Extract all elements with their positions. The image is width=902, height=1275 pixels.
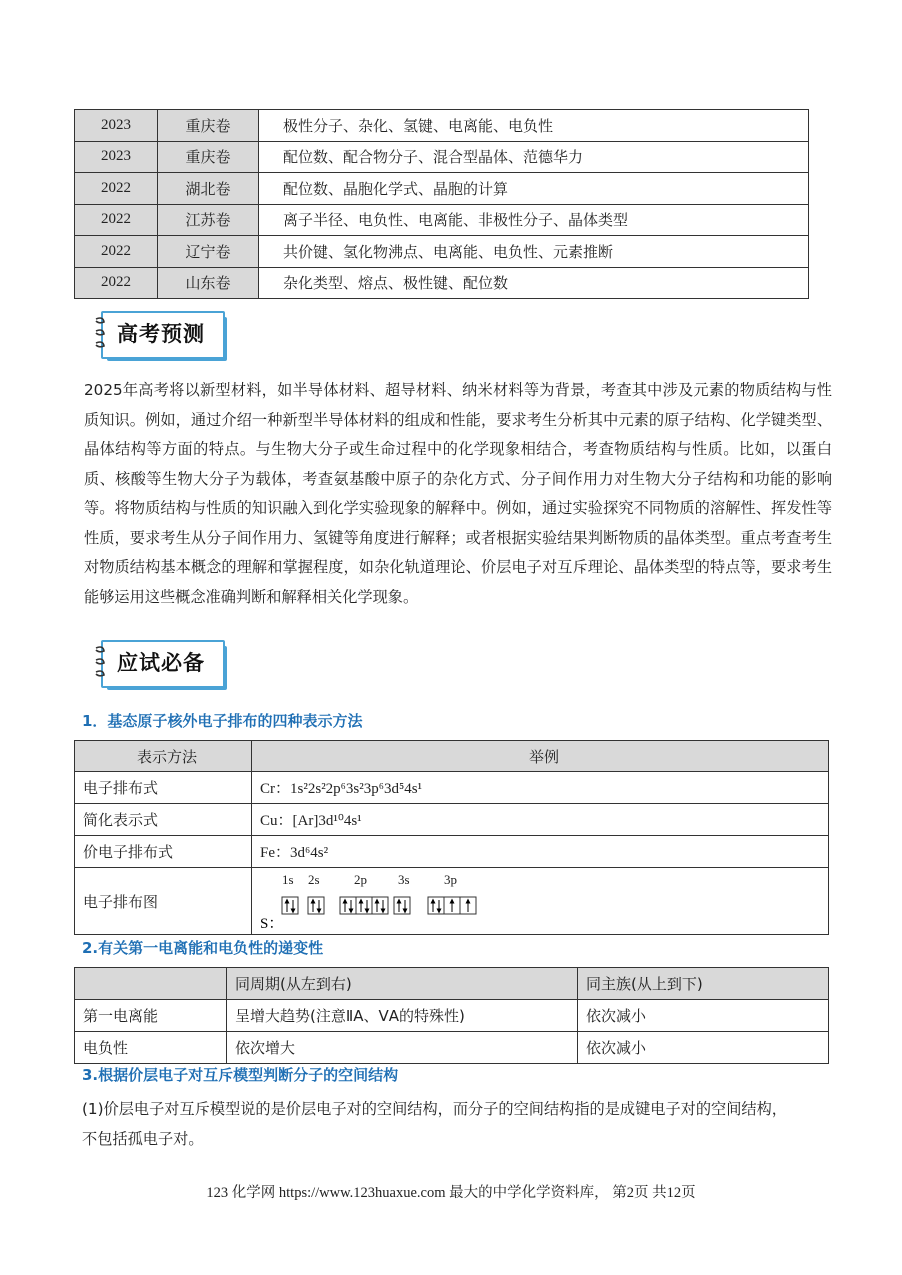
trend-table xyxy=(74,967,829,1064)
orbital-diagram-cell xyxy=(252,868,829,935)
topics-cell: 离子半径、电负性、电离能、非极性分子、晶体类型 xyxy=(259,204,809,236)
orbital-label: 3s xyxy=(398,872,410,887)
paper-cell: 辽宁卷 xyxy=(158,236,259,268)
method-cell: 电子排布图 xyxy=(75,868,252,935)
year-cell: 2023 xyxy=(75,141,158,173)
config-formula: [Ar]3d¹⁰4s¹ xyxy=(292,813,362,829)
orbital-box xyxy=(428,897,444,914)
forecast-text: 2025年高考将以新型材料，如半导体材料、超导材料、纳米材料等为背景，考查其中涉及元素的物质结构与性质知识。例如，通过介绍一种新型半导体材料的组成和性能，要求考生分析其中元素的原子结构、化学键类型、晶体结构等方面的特点。与生物大分子或生命过程中的化学现象相结合，考查物质结构与性质。比如，以蛋白质、核酸等生物大分子为载体，考查氨基酸中原子的杂化方式、分子间作用力对生物大分子结构和功能的影响等。将物质结构与性质的知识融入到化学实验现象的解释中。例如，通过实验探究不同物质的溶解性、挥发性等性质，要求考生从分子间作用力、氢键等角度进行解释；或者根据实验结果判断物质的晶体类型。重点考查考生对物质结构基本概念的理解和掌握程度，如杂化轨道理论、价层电子对互斥理论、晶体类型的特点等，要求考生能够运用这些概念准确判断和解释相关化学现象。 xyxy=(84,381,832,606)
orbital-label: 1s xyxy=(282,872,294,887)
forecast-paragraph xyxy=(84,376,832,612)
topics-cell: 配位数、配合物分子、混合型晶体、范德华力 xyxy=(259,141,809,173)
paper-cell: 湖北卷 xyxy=(158,173,259,205)
year-cell: 2022 xyxy=(75,267,158,299)
exam-row xyxy=(75,173,809,205)
topics-cell: 配位数、晶胞化学式、晶胞的计算 xyxy=(259,173,809,205)
page-footer: 123 化学网 https://www.123huaxue.com 最大的中学化学资料库， 第2页 共12页 xyxy=(206,1185,696,1201)
paper-cell: 重庆卷 xyxy=(158,141,259,173)
col-header-example: 举例 xyxy=(252,741,829,772)
element-label: S： xyxy=(260,916,284,932)
orbital-label: 3p xyxy=(444,872,457,887)
config-formula: 1s²2s²2p⁶3s²3p⁶3d⁵4s¹ xyxy=(290,781,423,797)
section2-title: 2.有关第一电离能和电负性的递变性 xyxy=(82,939,324,957)
vsepr-paragraph xyxy=(82,1094,827,1154)
trend-header-group: 同主族(从上到下) xyxy=(578,968,829,1000)
trend-item: 第一电离能 xyxy=(75,1000,227,1032)
col-header-method: 表示方法 xyxy=(75,741,252,772)
year-cell: 2022 xyxy=(75,173,158,205)
prepare-banner xyxy=(93,638,223,688)
exam-row xyxy=(75,267,809,299)
orbital-box xyxy=(394,897,410,914)
method-cell: 电子排布式 xyxy=(75,772,252,804)
section3-title: 3.根据价层电子对互斥模型判断分子的空间结构 xyxy=(82,1066,399,1084)
electron-config-table xyxy=(74,740,829,935)
orbital-box xyxy=(308,897,324,914)
orbital-box xyxy=(282,897,298,914)
paper-cell: 重庆卷 xyxy=(158,110,259,142)
vsepr-line: 不包括孤电子对。 xyxy=(82,1130,204,1148)
trend-header-period: 同周期(从左到右) xyxy=(227,968,578,1000)
paper-cell: 江苏卷 xyxy=(158,204,259,236)
method-cell: 价电子排布式 xyxy=(75,836,252,868)
method-cell: 简化表示式 xyxy=(75,804,252,836)
trend-group: 依次减小 xyxy=(578,1032,829,1064)
config-formula: 3d⁶4s² xyxy=(290,845,329,861)
exam-row xyxy=(75,236,809,268)
trend-period: 呈增大趋势(注意ⅡA、ⅤA的特殊性) xyxy=(227,1000,578,1032)
orbital-box xyxy=(340,897,356,914)
vsepr-line: (1)价层电子对互斥模型说的是价层电子对的空间结构，而分子的空间结构指的是成键电子对的空间结构， xyxy=(82,1100,787,1118)
trend-item: 电负性 xyxy=(75,1032,227,1064)
paper-cell: 山东卷 xyxy=(158,267,259,299)
forecast-banner xyxy=(93,309,223,359)
exam-row xyxy=(75,110,809,142)
forecast-banner-label: 高考预测 xyxy=(117,322,205,346)
example-cell xyxy=(252,804,829,836)
exam-row xyxy=(75,141,809,173)
prepare-banner-label: 应试必备 xyxy=(117,651,205,675)
section1-title: 1．基态原子核外电子排布的四种表示方法 xyxy=(82,712,363,730)
topics-cell: 共价键、氢化物沸点、电离能、电负性、元素推断 xyxy=(259,236,809,268)
element-label: Fe： xyxy=(260,845,291,861)
element-label: Cr： xyxy=(260,781,291,797)
topics-cell: 杂化类型、熔点、极性键、配位数 xyxy=(259,267,809,299)
year-cell: 2022 xyxy=(75,236,158,268)
orbital-diagram xyxy=(260,887,500,933)
trend-group: 依次减小 xyxy=(578,1000,829,1032)
exam-topics-table xyxy=(74,109,809,299)
trend-period: 依次增大 xyxy=(227,1032,578,1064)
binder-rings-icon xyxy=(93,315,107,353)
orbital-label: 2p xyxy=(354,872,367,887)
example-cell xyxy=(252,836,829,868)
year-cell: 2023 xyxy=(75,110,158,142)
example-cell xyxy=(252,772,829,804)
binder-rings-icon xyxy=(93,644,107,682)
trend-header-blank xyxy=(75,968,227,1000)
topics-cell: 极性分子、杂化、氢键、电离能、电负性 xyxy=(259,110,809,142)
year-cell: 2022 xyxy=(75,204,158,236)
orbital-label: 2s xyxy=(308,872,320,887)
orbital-box xyxy=(356,897,372,914)
element-label: Cu： xyxy=(260,813,293,829)
exam-row xyxy=(75,204,809,236)
orbital-box xyxy=(372,897,388,914)
